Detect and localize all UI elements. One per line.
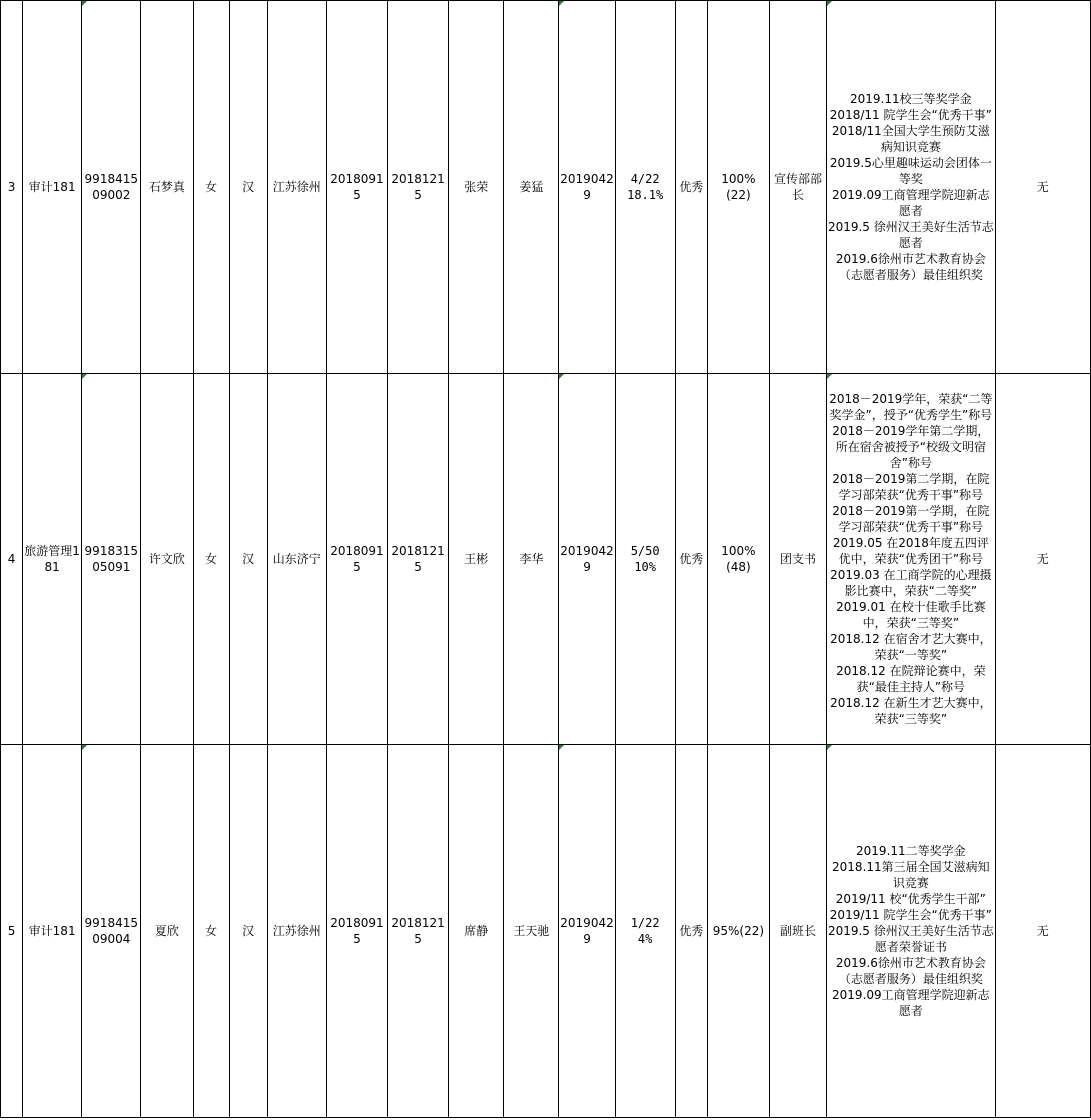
award-item: 2019.6徐州市艺术教育协会（志愿者服务）最佳组织奖 xyxy=(835,956,986,986)
cell-position[interactable]: 团支书 xyxy=(769,374,826,745)
cell-attendance[interactable] xyxy=(707,745,769,1118)
cell-student-id[interactable] xyxy=(82,1,141,374)
cell-text-line: 09004 xyxy=(92,932,131,946)
cell-rank[interactable] xyxy=(615,1,675,374)
award-item: 2018.11第三届全国艾滋病知识竞赛 xyxy=(832,860,990,890)
award-item: 2019.09工商管理学院迎新志愿者 xyxy=(832,188,990,218)
award-item: 2018－2019第二学期，在院学习部荣获“优秀干事”称号 xyxy=(832,472,990,502)
cell-date1[interactable]: 20180915 xyxy=(326,1,387,374)
rank-count: 1/22 xyxy=(630,916,660,930)
attendance-count: (22) xyxy=(726,188,751,202)
cell-introducer2[interactable]: 王天驰 xyxy=(504,745,559,1118)
rank-count: 4/22 xyxy=(630,172,660,186)
attendance-rate: 100% xyxy=(721,544,756,558)
cell-rating[interactable]: 优秀 xyxy=(675,374,707,745)
cell-date1[interactable]: 20180915 xyxy=(326,745,387,1118)
cell-awards[interactable] xyxy=(827,745,995,1118)
cell-remark[interactable]: 无 xyxy=(995,745,1090,1118)
cell-gender[interactable]: 女 xyxy=(193,374,229,745)
cell-origin[interactable]: 江苏徐州 xyxy=(267,745,326,1118)
cell-position[interactable]: 宣传部部长 xyxy=(769,1,826,374)
rank-percent: 10% xyxy=(634,560,656,574)
cell-awards[interactable] xyxy=(827,1,995,374)
award-item: 2019.5 徐州汉王美好生活节志愿者荣誉证书 xyxy=(827,924,994,954)
cell-date2[interactable]: 20181215 xyxy=(388,745,449,1118)
cell-text-line: 9918415 xyxy=(84,916,138,930)
cell-gender[interactable]: 女 xyxy=(193,1,229,374)
cell-attendance[interactable] xyxy=(707,374,769,745)
award-item: 2019.05 在2018年度五四评优中，荣获“优秀团干”称号 xyxy=(832,536,989,566)
award-item: 2018－2019学年，荣获“二等奖学金”，授予“优秀学生”称号 xyxy=(829,392,993,422)
cell-ethnicity[interactable]: 汉 xyxy=(229,1,267,374)
cell-rank[interactable] xyxy=(615,745,675,1118)
cell-rating[interactable]: 优秀 xyxy=(675,745,707,1118)
cell-attendance[interactable] xyxy=(707,1,769,374)
attendance-rate: 100% xyxy=(721,172,756,186)
award-item: 2018.12 在新生才艺大赛中，荣获“三等奖” xyxy=(830,696,992,726)
attendance-count: (48) xyxy=(726,560,751,574)
cell-remark[interactable]: 无 xyxy=(995,1,1090,374)
cell-text-line: 9918415 xyxy=(84,172,138,186)
cell-introducer1[interactable]: 王彬 xyxy=(449,374,504,745)
cell-class[interactable]: 审计181 xyxy=(23,1,82,374)
rank-percent: 18.1% xyxy=(627,188,664,202)
award-item: 2019.03 在工商学院的心理摄影比赛中，荣获“二等奖” xyxy=(830,568,992,598)
cell-class[interactable]: 审计181 xyxy=(23,745,82,1118)
cell-seq[interactable]: 5 xyxy=(1,745,23,1118)
award-item: 2019.5 徐州汉王美好生活节志愿者 xyxy=(827,220,994,250)
cell-gender[interactable]: 女 xyxy=(193,745,229,1118)
cell-awards[interactable] xyxy=(827,374,995,745)
award-item: 2019.11校三等奖学金 xyxy=(850,92,972,106)
rank-count: 5/50 xyxy=(630,544,660,558)
cell-text-line: 09002 xyxy=(92,188,131,202)
award-item: 2018－2019学年第二学期，所在宿舍被授予“校级文明宿舍”称号 xyxy=(832,424,990,470)
table-row xyxy=(1,1,1091,374)
cell-name[interactable]: 夏欣 xyxy=(141,745,193,1118)
table-row xyxy=(1,374,1091,745)
award-item: 2019.01 在校十佳歌手比赛中，荣获“三等奖” xyxy=(836,600,986,630)
award-item: 2018/11 院学生会“优秀干事” xyxy=(829,108,992,122)
cell-date2[interactable]: 20181215 xyxy=(388,1,449,374)
cell-date3[interactable]: 20190429 xyxy=(559,374,615,745)
cell-introducer1[interactable]: 张荣 xyxy=(449,1,504,374)
award-item: 2018－2019第一学期，在院学习部荣获“优秀干事”称号 xyxy=(832,504,990,534)
cell-date3[interactable]: 20190429 xyxy=(559,1,615,374)
cell-student-id[interactable] xyxy=(82,745,141,1118)
attendance-rate: 95%(22) xyxy=(712,924,765,938)
cell-ethnicity[interactable]: 汉 xyxy=(229,745,267,1118)
cell-seq[interactable]: 4 xyxy=(1,374,23,745)
cell-text-line: 05091 xyxy=(92,560,131,574)
cell-origin[interactable]: 山东济宁 xyxy=(267,374,326,745)
award-item: 2019.5心里趣味运动会团体一等奖 xyxy=(829,156,992,186)
cell-date2[interactable]: 20181215 xyxy=(388,374,449,745)
cell-class[interactable]: 旅游管理181 xyxy=(23,374,82,745)
cell-name[interactable]: 石梦真 xyxy=(141,1,193,374)
award-item: 2018/11全国大学生预防艾滋病知识竞赛 xyxy=(831,124,990,154)
cell-introducer2[interactable]: 李华 xyxy=(504,374,559,745)
award-item: 2019.6徐州市艺术教育协会（志愿者服务）最佳组织奖 xyxy=(835,252,986,282)
table-row xyxy=(1,745,1091,1118)
award-item: 2018.12 在院辩论赛中，荣获“最佳主持人”称号 xyxy=(836,664,986,694)
cell-rating[interactable]: 优秀 xyxy=(675,1,707,374)
cell-date3[interactable]: 20190429 xyxy=(559,745,615,1118)
cell-position[interactable]: 副班长 xyxy=(769,745,826,1118)
cell-introducer2[interactable]: 姜猛 xyxy=(504,1,559,374)
cell-seq[interactable]: 3 xyxy=(1,1,23,374)
award-item: 2019/11 校“优秀学生干部” xyxy=(835,892,986,906)
rank-percent: 4% xyxy=(637,932,653,946)
cell-name[interactable]: 许文欣 xyxy=(141,374,193,745)
award-item: 2019.09工商管理学院迎新志愿者 xyxy=(832,988,990,1018)
award-item: 2019/11 院学生会“优秀干事” xyxy=(829,908,992,922)
award-item: 2018.12 在宿舍才艺大赛中，荣获“一等奖” xyxy=(830,632,992,662)
award-item: 2019.11二等奖学金 xyxy=(856,844,966,858)
cell-rank[interactable] xyxy=(615,374,675,745)
cell-origin[interactable]: 江苏徐州 xyxy=(267,1,326,374)
cell-date1[interactable]: 20180915 xyxy=(326,374,387,745)
cell-student-id[interactable] xyxy=(82,374,141,745)
cell-ethnicity[interactable]: 汉 xyxy=(229,374,267,745)
cell-text-line: 9918315 xyxy=(84,544,138,558)
cell-introducer1[interactable]: 席静 xyxy=(449,745,504,1118)
cell-remark[interactable]: 无 xyxy=(995,374,1090,745)
